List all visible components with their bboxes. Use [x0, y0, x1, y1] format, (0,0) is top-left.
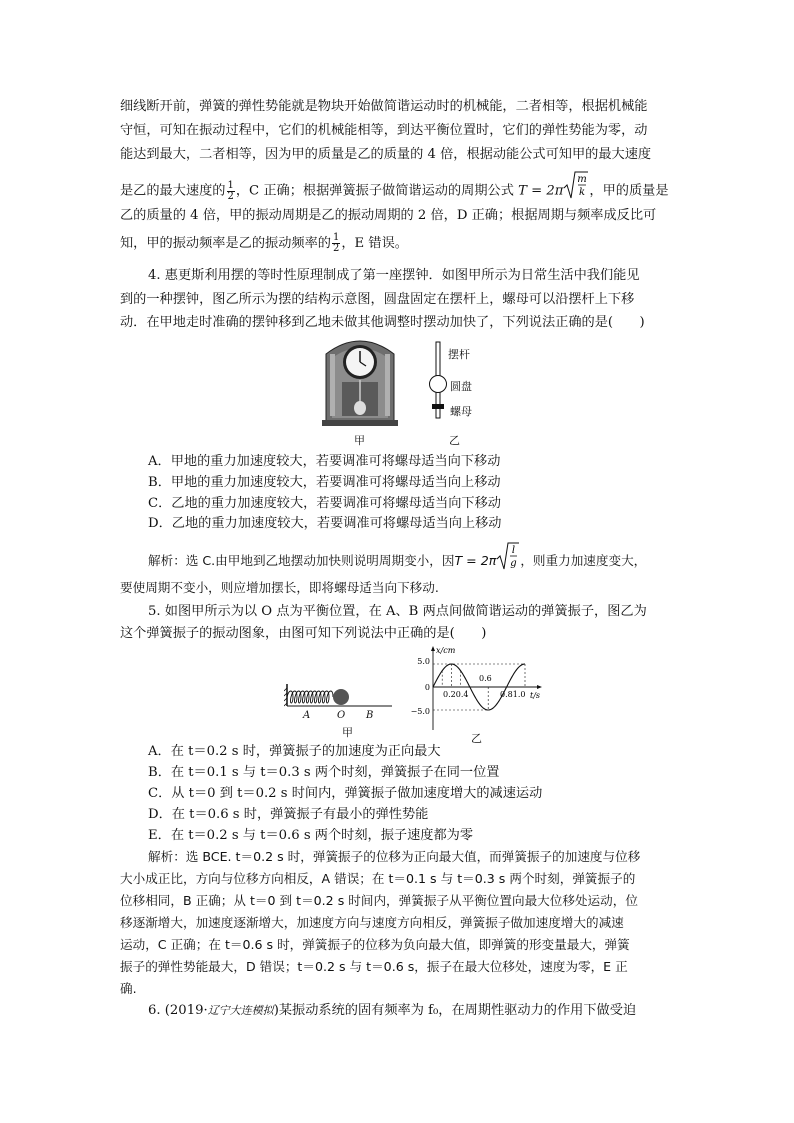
- formula-period: T = 2π: [518, 183, 564, 199]
- text-line: 守恒，可知在振动过程中，它们的机械能相等，到达平衡位置时，它们的弹性势能为零，动: [120, 123, 648, 138]
- sqrt-sign-icon: [563, 170, 589, 200]
- text-line: 乙的质量的 4 倍，甲的振动周期是乙的振动周期的 2 倍，D 正确；根据周期与频率成反比可: [120, 208, 657, 223]
- pendulum-clock-figure: [320, 332, 400, 428]
- q5-option-c: C．从 t＝0 到 t＝0.2 s 时间内，弹簧振子做加速度增大的减速运动: [148, 786, 543, 801]
- spring-label-a: A: [303, 710, 311, 721]
- sqrt-numerator: l: [512, 545, 516, 556]
- question-5-line: 5. 如图甲所示为以 O 点为平衡位置，在 A、B 两点间做简谐运动的弹簧振子，图乙为: [148, 604, 647, 619]
- vibration-graph: [400, 644, 550, 736]
- source-tag: 辽宁大连模拟: [207, 1004, 274, 1017]
- sqrt-sign-icon: [496, 541, 520, 571]
- text-span: ，E 错误。: [341, 236, 408, 251]
- q4-option-b: B．甲地的重力加速度较大，若要调准可将螺母适当向上移动: [148, 475, 501, 490]
- q5-solution-line: 振子的弹性势能最大，D 错误；t＝0.2 s 与 t＝0.6 s，振子在最大位移处，速度为零，E 正: [120, 959, 628, 974]
- fraction-denominator: 2: [333, 243, 340, 254]
- figure-caption-jia: 甲: [354, 434, 365, 447]
- sqrt-l-over-g: [496, 541, 520, 582]
- x-tick-label-group: 0.20.4: [443, 690, 469, 699]
- spring-oscillator-figure: [284, 682, 394, 708]
- fraction-one-half: [332, 233, 340, 254]
- text-span: ，C 正确；根据弹簧振子做简谐运动的周期公式: [235, 183, 514, 199]
- text-span: 解析：选 C.由甲地到乙地摆动加快则说明周期变小，因: [148, 553, 455, 568]
- q4-option-d: D．乙地的重力加速度较大，若要调准可将螺母适当向上移动: [148, 516, 502, 531]
- origin-label: 0: [424, 683, 430, 692]
- fraction-numerator: 1: [333, 232, 340, 243]
- q4-option-a: A．甲地的重力加速度较大，若要调准可将螺母适当向下移动: [148, 454, 501, 469]
- spring-label-b: B: [366, 710, 374, 721]
- text-line: 能达到最大，二者相等，因为甲的质量是乙的质量的 4 倍，根据动能公式可知甲的最大速度: [120, 147, 652, 162]
- y-tick-label-min: −5.0: [410, 707, 430, 716]
- q5-solution-line: 确.: [120, 981, 137, 996]
- label-pendulum-rod: 摆杆: [448, 348, 470, 361]
- q5-option-e: E．在 t＝0.2 s 与 t＝0.6 s 两个时刻，振子速度都为零: [148, 828, 474, 843]
- question-5-line: 这个弹簧振子的振动图象，由图可知下列说法中正确的是( ): [120, 626, 487, 641]
- q4-solution-line: [148, 541, 646, 582]
- x-axis-arrow-icon: [537, 685, 542, 689]
- figure-caption-yi: 乙: [449, 434, 460, 447]
- sqrt-denominator: g: [510, 558, 518, 569]
- q5-option-d: D．在 t＝0.6 s 时，弹簧振子有最小的弹性势能: [148, 807, 429, 822]
- q5-solution-line: 大小成正比，方向与位移方向相反，A 错误；在 t＝0.1 s 与 t＝0.3 s 两个时刻，弹簧振子的: [120, 871, 636, 886]
- figure-caption-jia: 甲: [342, 726, 353, 739]
- text-span: 知，甲的振动频率是乙的振动频率的: [120, 236, 331, 251]
- y-tick-label-max: 5.0: [417, 657, 430, 666]
- q5-solution-line: 运动，C 正确；在 t＝0.6 s 时，弹簧振子的位移为负向最大值，即弹簧的形变量最大，弹簧: [120, 937, 630, 952]
- question-6-line: [148, 1001, 636, 1021]
- q4-solution-line: 要使周期不变小，则应增加摆长，即将螺母适当向下移动.: [120, 580, 439, 595]
- text-span: 是乙的最大速度的: [120, 183, 226, 199]
- q5-solution-line: 移逐渐增大，加速度逐渐增大，加速度方向与速度方向相反，弹簧振子做加速度增大的减速: [120, 915, 624, 930]
- label-nut: 螺母: [450, 405, 472, 418]
- q5-option-b: B．在 t＝0.1 s 与 t＝0.3 s 两个时刻，弹簧振子在同一位置: [148, 765, 500, 780]
- text-line: 细线断开前，弹簧的弹性势能就是物块开始做简谐运动时的机械能，二者相等，根据机械能: [120, 99, 648, 114]
- question-4-line: 动．在甲地走时准确的摆钟移到乙地未做其他调整时摆动加快了，下列说法正确的是( ): [120, 315, 645, 330]
- q5-solution-line: 解析：选 BCE. t＝0.2 s 时，弹簧振子的位移为正向最大值，而弹簧振子的加速度与位移: [148, 849, 641, 864]
- text-span: ，甲的质量是: [589, 183, 669, 199]
- text-span: ，则重力加速度变大，: [520, 553, 647, 568]
- x-tick-label: 0.6: [479, 674, 492, 683]
- text-line: [120, 229, 408, 259]
- figure-caption-yi: 乙: [471, 732, 482, 745]
- spring-label-o: O: [337, 710, 346, 721]
- label-disc: 圆盘: [450, 380, 472, 393]
- q4-option-c: C．乙地的重力加速度较大，若要调准可将螺母适当向下移动: [148, 496, 501, 511]
- q5-option-a: A．在 t＝0.2 s 时，弹簧振子的加速度为正向最大: [148, 744, 441, 759]
- fraction-denominator: 2: [227, 190, 234, 202]
- sqrt-numerator: m: [577, 174, 588, 185]
- q5-solution-line: 位移相同，B 正确；从 t＝0 到 t＝0.2 s 时间内，弹簧振子从平衡位置向最大位移处运动，位: [120, 893, 638, 908]
- question-4-line: 4. 惠更斯利用摆的等时性原理制成了第一座摆钟．如图甲所示为日常生活中我们能见: [148, 268, 640, 283]
- fraction-numerator: 1: [227, 179, 234, 191]
- question-4-line: 到的一种摆钟，图乙所示为摆的结构示意图，圆盘固定在摆杆上，螺母可以沿摆杆上下移: [120, 292, 635, 307]
- fraction-one-half: [227, 181, 235, 202]
- sqrt-denominator: k: [579, 187, 586, 198]
- y-axis-label: x/cm: [436, 646, 456, 655]
- x-tick-label-group: 0.81.0: [500, 690, 526, 699]
- text-span: )某振动系统的固有频率为 f₀，在周期性驱动力的作用下做受迫: [273, 1003, 637, 1018]
- y-axis-arrow-icon: [431, 646, 435, 651]
- text-span: 6. (2019·: [148, 1003, 208, 1018]
- x-axis-label: t/s: [530, 691, 541, 700]
- formula-period: T = 2π: [454, 553, 497, 568]
